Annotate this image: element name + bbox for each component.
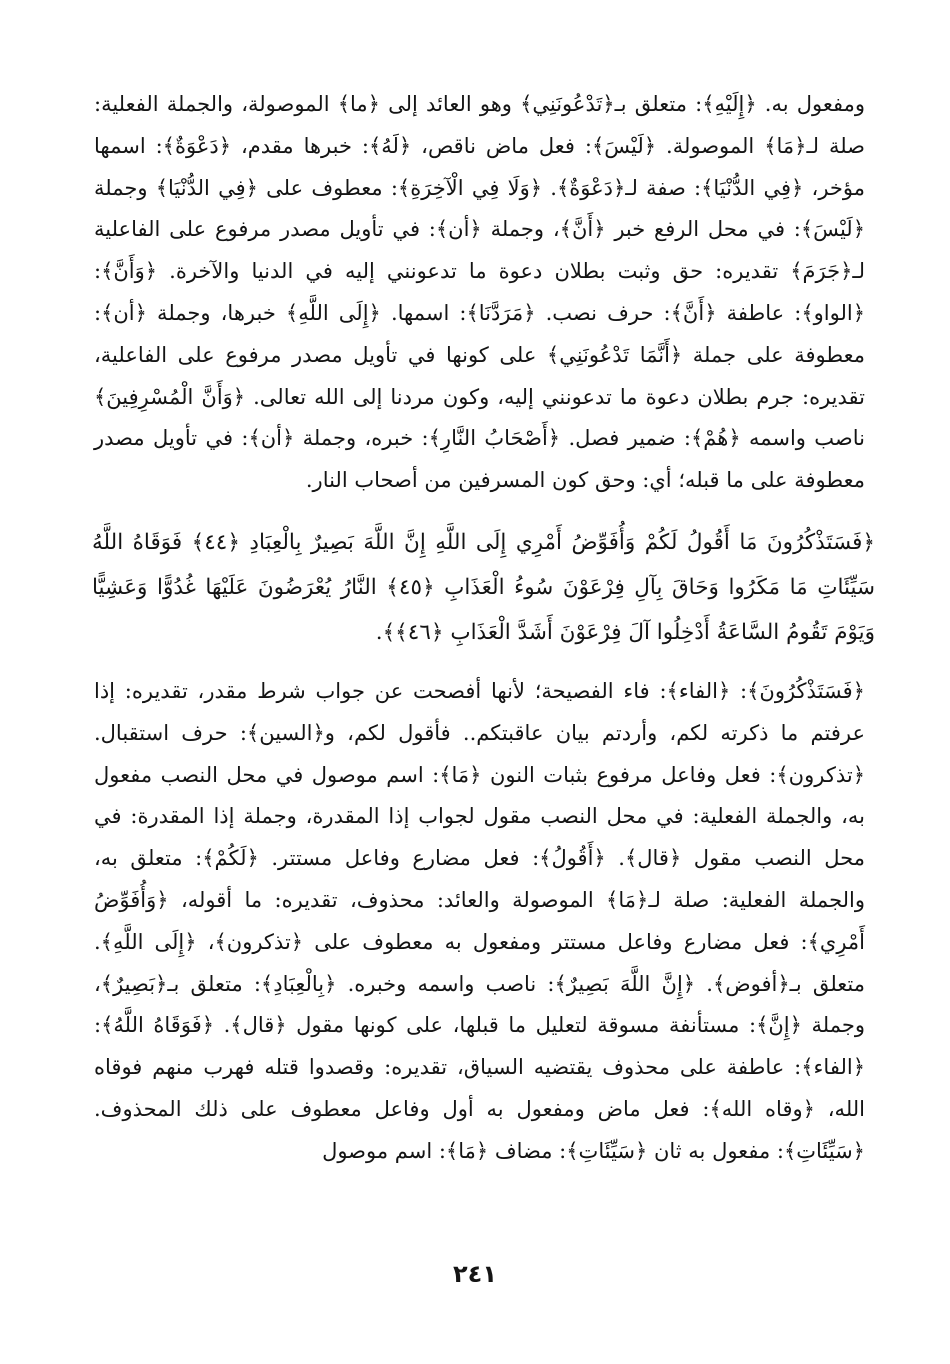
quran-verse-block: ﴿فَسَتَذْكُرُونَ مَا أَقُولُ لَكُمْ وَأُفَوِّضُ أَمْرِي إِلَى اللَّهِ إِنَّ اللَّهَ بَصِيرٌ بِالْعِبَادِ ﴿٤٤﴾ فَوَقَاهُ اللَّهُ سَيِّئَاتِ مَا مَكَرُوا وَحَاقَ بِآلِ فِرْعَوْنَ سُوءُ الْعَذَابِ ﴿٤٥﴾ النَّارُ يُعْرَضُونَ عَلَيْهَا غُدُوًّا وَعَشِيًّا وَيَوْمَ تَقُومُ السَّاعَةُ أَدْخِلُوا آلَ فِرْعَوْنَ أَشَدَّ الْعَذَابِ ﴿٤٦﴾﴾.: [92, 529, 876, 645]
page-body: [92, 84, 876, 1173]
page-number: ٢٤١: [453, 1260, 497, 1288]
commentary-paragraph-2: ﴿فَسَتَذْكُرُونَ﴾: ﴿الفاء﴾: فاء الفصيحة؛ لأنها أفصحت عن جواب شرط مقدر، تقديره: إذا عرفتم ما ذكرته لكم، وأردتم بيان عاقبتكم.. فأقول لكم، و﴿السين﴾: حرف استقبال. ﴿تذكرون﴾: فعل وفاعل مرفوع بثبات النون ﴿مَا﴾: اسم موصول في محل النصب مفعول به، والجملة الفعلية: في محل النصب مقول لجواب إذا المقدرة، وجملة إذا المقدرة: في محل النصب مقول ﴿قال﴾. ﴿أَقُولُ﴾: فعل مضارع وفاعل مستتر. ﴿لَكُمْ﴾: متعلق به، والجملة الفعلية: صلة لـ﴿مَا﴾ الموصولة والعائد: محذوف، تقديره: ما أقوله، ﴿وَأُفَوِّضُ أَمْرِي﴾: فعل مضارع وفاعل مستتر ومفعول به معطوف على ﴿تذكرون﴾، ﴿إِلَى اللَّهِ﴾. متعلق بـ﴿أفوض﴾. ﴿إِنَّ اللَّهَ بَصِيرٌ﴾: ناصب واسمه وخبره. ﴿بِالْعِبَادِ﴾: متعلق بـ﴿بَصِيرٌ﴾، وجملة ﴿إِنَّ﴾: مستأنفة مسوقة لتعليل ما قبلها، على كونها مقول ﴿قال﴾. ﴿فَوَقَاهُ اللَّهُ﴾: ﴿الفاء﴾: عاطفة على محذوف يقتضيه السياق، تقديره: وقصدوا قتله فهرب منهم فوقاه الله، ﴿وقاه الله﴾: فعل ماض ومفعول به أول وفاعل معطوف على ذلك المحذوف. ﴿سَيِّئَاتِ﴾: مفعول به ثان ﴿سَيِّئَاتِ﴾: مضاف ﴿مَا﴾: اسم موصول: [94, 678, 865, 1163]
commentary-paragraph-1: ومفعول به. ﴿إِلَيْهِ﴾: متعلق بـ﴿تَدْعُونَنِي﴾ وهو العائد إلى ﴿ما﴾ الموصولة، والجملة الفعلية: صلة لـ﴿مَا﴾ الموصولة. ﴿لَيْسَ﴾: فعل ماض ناقص، ﴿لَهُ﴾: خبرها مقدم، ﴿دَعْوَةٌ﴾: اسمها مؤخر، ﴿فِي الدُّنْيَا﴾: صفة لـ﴿دَعْوَةٌ﴾. ﴿وَلَا فِي الْآخِرَةِ﴾: معطوف على ﴿فِي الدُّنْيَا﴾ وجملة ﴿لَيْسَ﴾: في محل الرفع خبر ﴿أَنَّ﴾، وجملة ﴿أن﴾: في تأويل مصدر مرفوع على الفاعلية لـ﴿جَرَمَ﴾ تقديره: حق وثبت بطلان دعوة ما تدعونني إليه في الدنيا والآخرة. ﴿وَأَنَّ﴾: ﴿الواو﴾: عاطفة ﴿أَنَّ﴾: حرف نصب. ﴿مَرَدَّنَا﴾: اسمها. ﴿إِلَى اللَّهِ﴾ خبرها، وجملة ﴿أن﴾: معطوفة على جملة ﴿أَنَّمَا تَدْعُونَنِي﴾ على كونها في تأويل مصدر مرفوع على الفاعلية، تقديره: جرم بطلان دعوة ما تدعونني إليه، وكون مردنا إلى الله تعالى. ﴿وَأَنَّ الْمُسْرِفِينَ﴾ ناصب واسمه ﴿هُمْ﴾: ضمير فصل. ﴿أَصْحَابُ النَّارِ﴾: خبره، وجملة ﴿أن﴾: في تأويل مصدر معطوفة على ما قبله؛ أي: وحق كون المسرفين من أصحاب النار.: [94, 92, 865, 493]
